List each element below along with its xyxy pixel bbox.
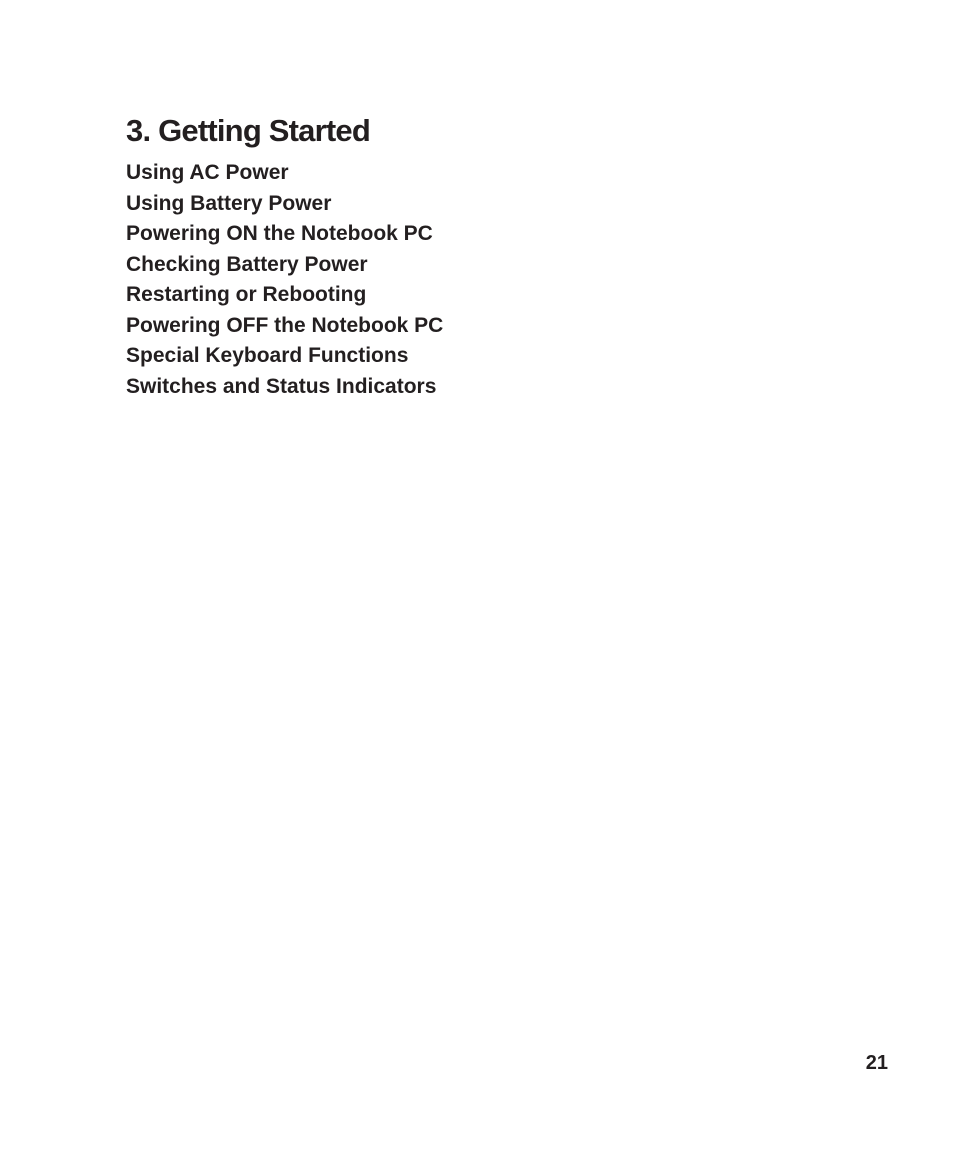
topic-item: Switches and Status Indicators bbox=[126, 374, 437, 398]
topic-item: Checking Battery Power bbox=[126, 252, 368, 276]
topic-item: Special Keyboard Functions bbox=[126, 344, 409, 367]
topic-item: Restarting or Rebooting bbox=[126, 283, 367, 306]
topic-item: Powering OFF the Notebook PC bbox=[126, 313, 444, 337]
chapter-title: 3. Getting Started bbox=[126, 113, 370, 148]
chapter-topic-list bbox=[126, 158, 443, 402]
topic-item: Using AC Power bbox=[126, 161, 289, 184]
page-number: 21 bbox=[865, 1052, 888, 1074]
topic-item: Using Battery Power bbox=[126, 191, 332, 215]
topic-item: Powering ON the Notebook PC bbox=[126, 222, 433, 245]
